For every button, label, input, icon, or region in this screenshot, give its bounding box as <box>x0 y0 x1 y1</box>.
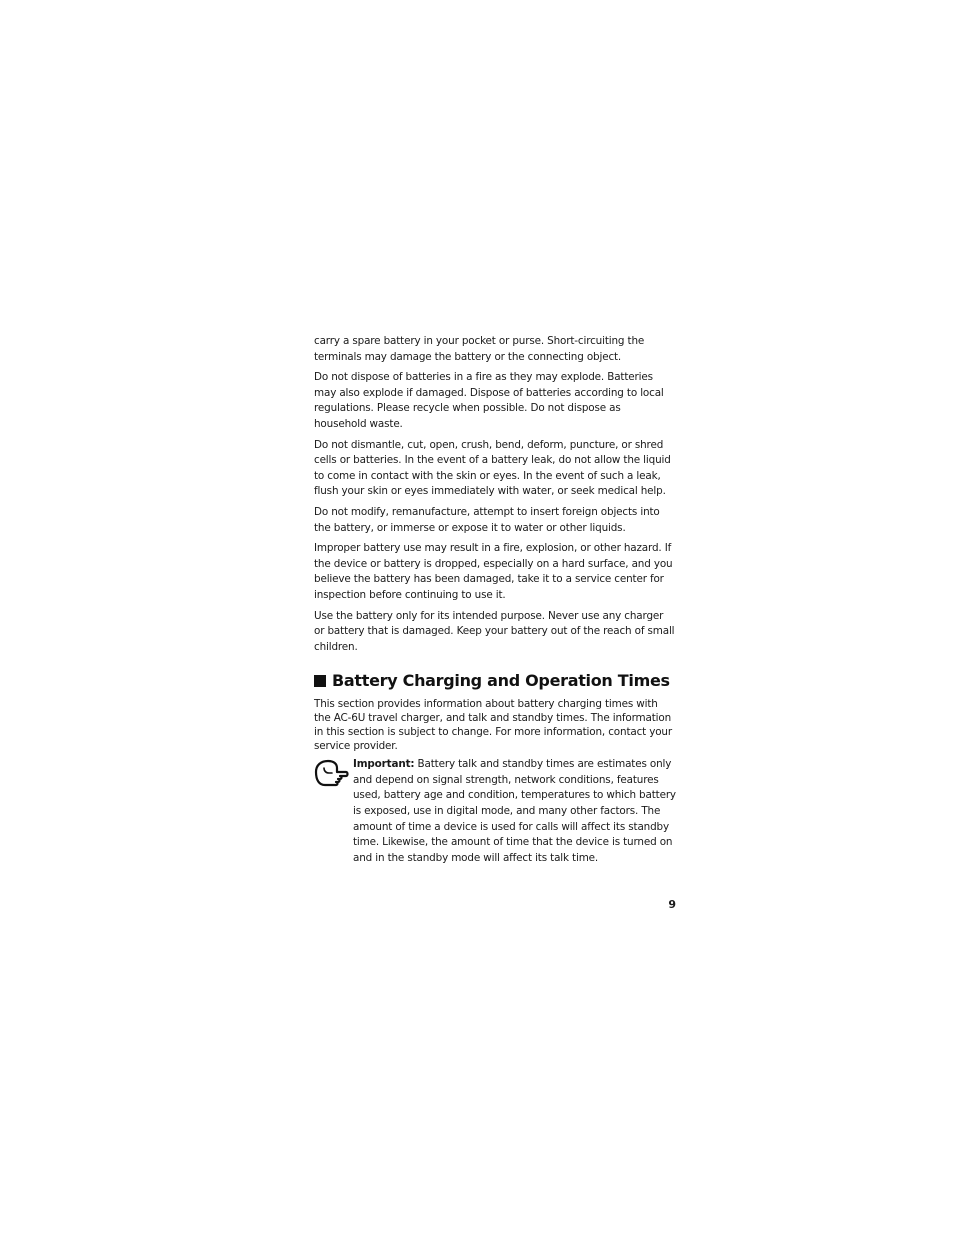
important-hand-icon <box>313 758 349 792</box>
paragraph-spare-battery: carry a spare battery in your pocket or purse. Short-circuiting the terminals may damage the battery or the connecting object. <box>314 335 645 363</box>
paragraph-improper-use: Improper battery use may result in a fire, explosion, or other hazard. If the device or battery is dropped, especially on a hard surface, and you believe the battery has been damaged, take it to a service center for inspection before continuing to use it. <box>314 542 673 601</box>
page-content <box>314 334 676 866</box>
paragraph-intended-purpose: Use the battery only for its intended purpose. Never use any charger or battery that is damaged. Keep your battery out of the reach of small children. <box>314 609 675 653</box>
paragraph-do-not-dismantle: Do not dismantle, cut, open, crush, bend, deform, puncture, or shred cells or batteries. In the event of a battery leak, do not allow the liquid to come in contact with the skin or eyes. In the event of such a leak, flush your skin or eyes immediately with water, or seek medical help. <box>314 438 671 498</box>
important-label: Important: <box>353 758 415 771</box>
section-title: Battery Charging and Operation Times <box>332 671 670 691</box>
important-note-text <box>353 757 676 866</box>
page-number: 9 <box>668 898 676 911</box>
paragraph-dispose-batteries: Do not dispose of batteries in a fire as they may explode. Batteries may also explode if damaged. Dispose of batteries according to local regulations. Please recycle when possible. Do not dispose as household waste. <box>314 371 664 430</box>
important-body: Battery talk and standby times are estimates only and depend on signal strength, network conditions, features used, battery age and condition, temperatures to which battery is exposed, use in digital mode, and many other factors. The amount of time a device is used for calls will affect its standby time. Likewise, the amount of time that the device is turned on and in the standby mode will affect its talk time. <box>353 758 676 864</box>
section-heading <box>314 671 676 691</box>
section-intro: This section provides information about battery charging times with the AC-6U travel charger, and talk and standby times. The information in this section is subject to change. For more information, contact your service provider. <box>314 698 672 753</box>
important-note <box>314 757 676 866</box>
paragraph-do-not-modify: Do not modify, remanufacture, attempt to insert foreign objects into the battery, or immerse or expose it to water or other liquids. <box>314 505 660 534</box>
heading-square-icon <box>314 675 326 687</box>
